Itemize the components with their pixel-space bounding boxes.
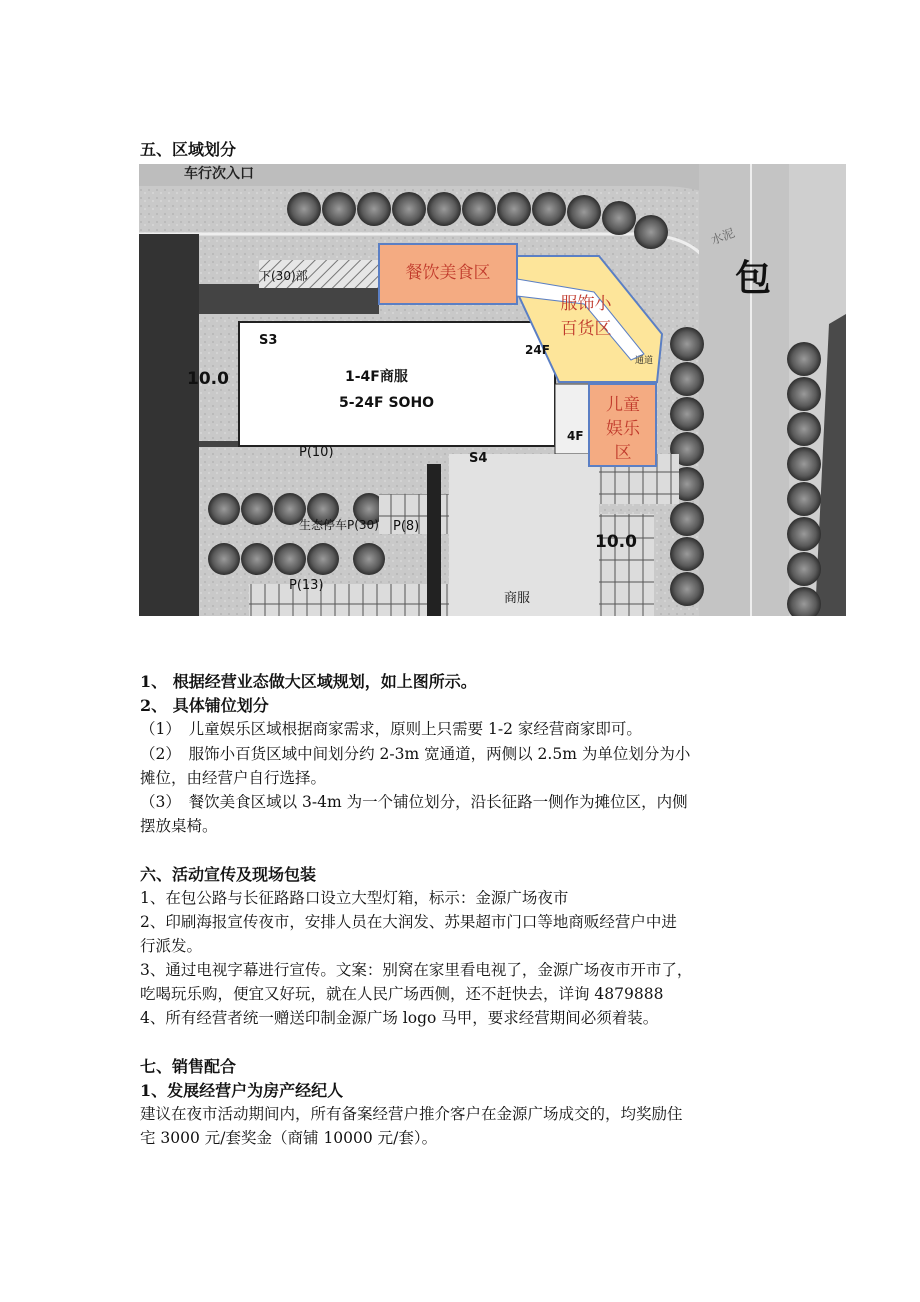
- section6-line2a: 2、印刷海报宣传夜市，安排人员在大润发、苏果超市门口等地商贩经营户中进: [140, 913, 677, 931]
- list-item-2: 2、 具体铺位划分: [140, 696, 269, 715]
- map-label-level-right: 10.0: [595, 532, 637, 552]
- map-label-s3: S3: [259, 333, 278, 348]
- sub-item-3-line2: 摆放桌椅。: [140, 817, 218, 835]
- map-label-level-left: 10.0: [187, 369, 229, 389]
- map-label-parking-top-left: 下(30)部: [259, 269, 308, 283]
- map-label-parking-mid: P(8): [393, 519, 420, 534]
- list-item-1: 1、 根据经营业态做大区域规划，如上图所示。: [140, 672, 477, 691]
- kids-zone-label-2: 娱乐: [606, 419, 640, 439]
- parking-stalls-bottom: [249, 584, 449, 616]
- map-label-cement: 水泥: [709, 225, 737, 248]
- section7-heading: 七、销售配合: [140, 1057, 237, 1076]
- map-label-building-line2: 5-24F SOHO: [339, 395, 435, 411]
- sub-item-1: （1） 儿童娱乐区域根据商家需求，原则上只需要 1-2 家经营商家即可。: [140, 720, 642, 738]
- section6-line3a: 3、通过电视字幕进行宣传。文案：别窝在家里看电视了，金源广场夜市开市了，: [140, 961, 693, 979]
- kids-zone-label-3: 区: [614, 443, 632, 463]
- kids-zone-label-1: 儿童: [606, 395, 640, 415]
- clothing-zone-label-1: 服饰小: [560, 294, 612, 314]
- site-plan-map: [139, 164, 846, 616]
- map-label-parking-top: P(10): [299, 445, 334, 460]
- map-label-s4: S4: [469, 451, 488, 466]
- section7-line2: 宅 3000 元/套奖金（商铺 10000 元/套）。: [140, 1129, 438, 1147]
- section6-line1: 1、在包公路与长征路路口设立大型灯箱，标示：金源广场夜市: [140, 889, 569, 907]
- section6-line4: 4、所有经营者统一赠送印制金源广场 logo 马甲，要求经营期间必须着装。: [140, 1009, 659, 1027]
- sub-item-2-line2: 摊位，由经营户自行选择。: [140, 769, 327, 787]
- map-label-24f: 24F: [525, 343, 550, 357]
- map-label-parking-bottom: P(13): [289, 578, 324, 593]
- map-label-road-char: 包: [735, 258, 772, 299]
- parking-stalls-side: [594, 514, 654, 616]
- section6-heading: 六、活动宣传及现场包装: [140, 865, 317, 884]
- section7-line1: 建议在夜市活动期间内，所有备案经营户推介客户在金源广场成交的，均奖励住: [140, 1105, 683, 1123]
- building-annex: [555, 384, 591, 454]
- upper-dark-strip: [199, 284, 379, 314]
- food-zone-label: 餐饮美食区: [405, 263, 491, 283]
- section5-heading: 五、区域划分: [140, 140, 237, 159]
- map-label-4f: 4F: [567, 429, 584, 443]
- section6-line3b: 吃喝玩乐购，便宜又好玩，就在人民广场西侧，还不赶快去，详询 4879888: [140, 985, 664, 1003]
- passage-label: 通道: [634, 356, 654, 366]
- map-label-entrance: 车行次入口: [184, 166, 254, 182]
- sub-item-2-line1: （2） 服饰小百货区域中间划分约 2-3m 宽通道，两侧以 2.5m 为单位划分为小: [140, 745, 691, 763]
- sub-item-3-line1: （3） 餐饮美食区域以 3-4m 为一个铺位划分，沿长征路一侧作为摊位区，内侧: [140, 793, 688, 811]
- map-label-market-parking: 生态停车P(30): [299, 518, 379, 532]
- clothing-zone-label-2: 百货区: [560, 319, 612, 339]
- section7-subheading: 1、发展经营户为房产经纪人: [140, 1081, 344, 1100]
- map-label-building-line1: 1-4F商服: [345, 369, 408, 385]
- right-road: [699, 164, 789, 616]
- section6-line2b: 行派发。: [140, 937, 203, 955]
- left-dark-area: [139, 234, 199, 616]
- map-label-shop: 商服: [504, 591, 531, 606]
